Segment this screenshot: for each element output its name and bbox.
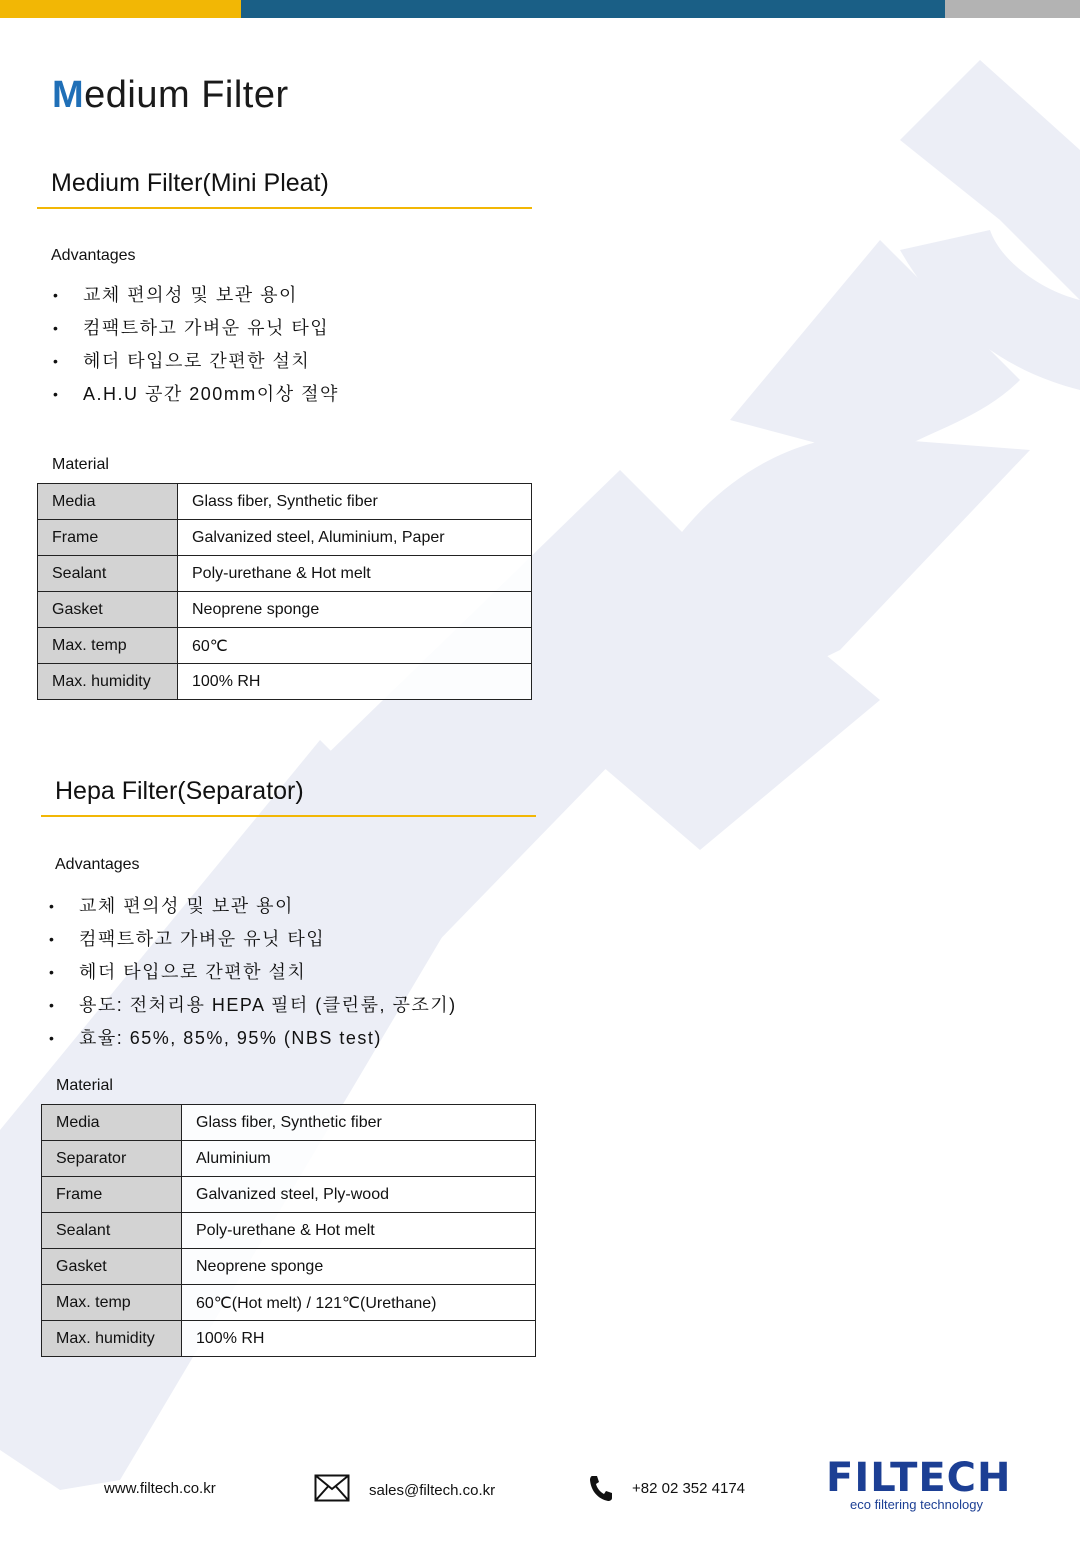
list-item: • 교체 편의성 및 보관 용이 bbox=[53, 285, 298, 305]
table-value: Glass fiber, Synthetic fiber bbox=[178, 484, 532, 520]
material-table bbox=[41, 1104, 536, 1357]
table-value: 60℃ bbox=[178, 628, 532, 664]
table-key: Max. temp bbox=[42, 1285, 182, 1321]
list-item: • 교체 편의성 및 보관 용이 bbox=[49, 896, 294, 916]
table-value: Poly-urethane & Hot melt bbox=[178, 556, 532, 592]
table-row bbox=[42, 1321, 536, 1357]
table-row bbox=[38, 484, 532, 520]
section-underline bbox=[41, 815, 536, 817]
table-row bbox=[38, 592, 532, 628]
list-item: • 효율: 65%, 85%, 95% (NBS test) bbox=[49, 1028, 382, 1048]
table-key: Gasket bbox=[42, 1249, 182, 1285]
table-row bbox=[38, 628, 532, 664]
table-row bbox=[42, 1249, 536, 1285]
table-key: Max. humidity bbox=[38, 664, 178, 700]
email-link[interactable]: sales@filtech.co.kr bbox=[369, 1482, 496, 1499]
table-row bbox=[38, 556, 532, 592]
material-label: Material bbox=[52, 456, 109, 473]
section-heading: Medium Filter(Mini Pleat) bbox=[51, 169, 329, 197]
table-key: Media bbox=[38, 484, 178, 520]
table-value: 100% RH bbox=[182, 1321, 536, 1357]
table-key: Media bbox=[42, 1105, 182, 1141]
advantages-label: Advantages bbox=[51, 247, 136, 264]
section-medium-filter bbox=[37, 163, 532, 690]
table-value: Poly-urethane & Hot melt bbox=[182, 1213, 536, 1249]
logo-tagline: eco filtering technology bbox=[850, 1497, 983, 1512]
phone-icon bbox=[588, 1474, 614, 1506]
page-title-initial: M bbox=[52, 74, 85, 116]
list-item: • 컴팩트하고 가벼운 유닛 타입 bbox=[49, 929, 326, 949]
envelope-icon bbox=[314, 1474, 350, 1506]
section-heading: Hepa Filter(Separator) bbox=[55, 777, 304, 805]
table-key: Frame bbox=[42, 1177, 182, 1213]
table-key: Frame bbox=[38, 520, 178, 556]
table-key: Separator bbox=[42, 1141, 182, 1177]
list-item: • 컴팩트하고 가벼운 유닛 타입 bbox=[53, 318, 330, 338]
table-key: Max. temp bbox=[38, 628, 178, 664]
list-item: • 헤더 타입으로 간편한 설치 bbox=[53, 351, 311, 371]
section-underline bbox=[37, 207, 532, 209]
table-row bbox=[42, 1105, 536, 1141]
advantages-list bbox=[49, 890, 529, 1055]
advantages-label: Advantages bbox=[55, 856, 140, 873]
table-key: Sealant bbox=[42, 1213, 182, 1249]
logo-wordmark: FILTECH bbox=[826, 1455, 1012, 1501]
material-table bbox=[37, 483, 532, 700]
section-hepa-filter bbox=[41, 771, 536, 1347]
advantages-list bbox=[53, 279, 533, 411]
table-value: 100% RH bbox=[178, 664, 532, 700]
table-value: Aluminium bbox=[182, 1141, 536, 1177]
table-value: Galvanized steel, Aluminium, Paper bbox=[178, 520, 532, 556]
phone-number: +82 02 352 4174 bbox=[632, 1480, 746, 1497]
table-key: Gasket bbox=[38, 592, 178, 628]
page-title-rest: edium Filter bbox=[84, 74, 289, 116]
table-row bbox=[42, 1213, 536, 1249]
table-value: Glass fiber, Synthetic fiber bbox=[182, 1105, 536, 1141]
table-row bbox=[42, 1285, 536, 1321]
table-row bbox=[42, 1177, 536, 1213]
list-item: • A.H.U 공간 200mm이상 절약 bbox=[53, 384, 339, 404]
material-label: Material bbox=[56, 1077, 113, 1094]
table-value: Neoprene sponge bbox=[182, 1249, 536, 1285]
table-key: Sealant bbox=[38, 556, 178, 592]
table-key: Max. humidity bbox=[42, 1321, 182, 1357]
table-row bbox=[38, 664, 532, 700]
table-row bbox=[38, 520, 532, 556]
list-item: • 용도: 전처리용 HEPA 필터 (클린룸, 공조기) bbox=[49, 995, 457, 1015]
website-link[interactable]: www.filtech.co.kr bbox=[104, 1480, 216, 1497]
table-value: Neoprene sponge bbox=[178, 592, 532, 628]
table-value: 60℃(Hot melt) / 121℃(Urethane) bbox=[182, 1285, 536, 1321]
table-value: Galvanized steel, Ply-wood bbox=[182, 1177, 536, 1213]
table-row bbox=[42, 1141, 536, 1177]
list-item: • 헤더 타입으로 간편한 설치 bbox=[49, 962, 307, 982]
page-title bbox=[52, 74, 289, 117]
filtech-logo bbox=[826, 1455, 1011, 1512]
